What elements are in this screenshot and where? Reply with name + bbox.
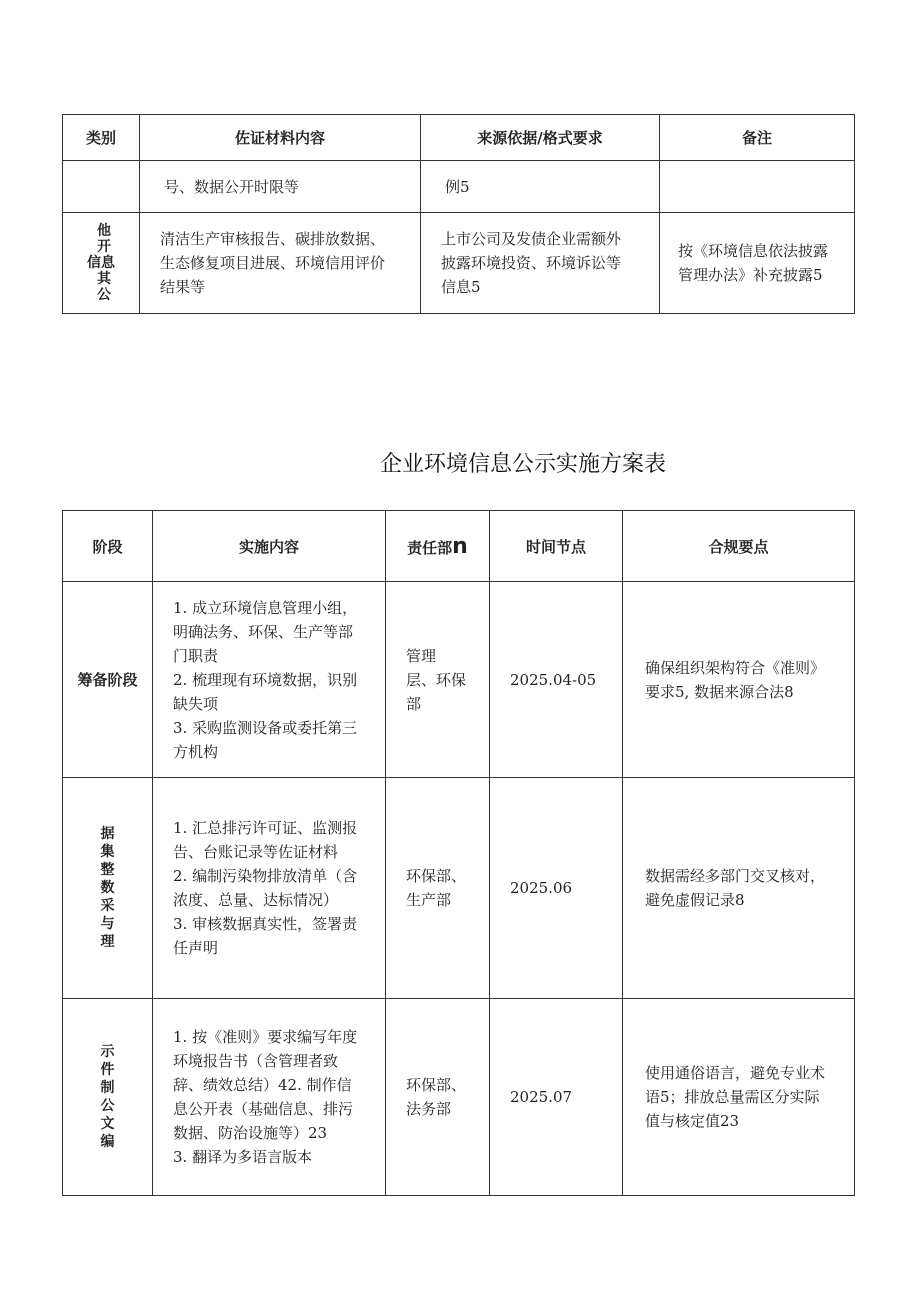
stage-cell bbox=[63, 999, 153, 1196]
category-char: 其 bbox=[97, 271, 111, 287]
header-note: 备注 bbox=[660, 115, 855, 161]
stage-char: 采 bbox=[100, 898, 115, 914]
stage-char: 公 bbox=[100, 1098, 115, 1114]
text-line: 法务部 bbox=[406, 1100, 452, 1118]
text-line: 2. 梳理现有环境数据，识别 bbox=[173, 670, 358, 689]
header-dept-suffix: n bbox=[452, 533, 468, 559]
text-line: 数据、防治设施等）23 bbox=[173, 1124, 328, 1142]
stage-char: 集 bbox=[100, 844, 115, 860]
text-line: 按《环境信息依法披露 bbox=[678, 242, 829, 260]
text-line: 任声明 bbox=[173, 939, 219, 957]
table-header-row bbox=[63, 115, 855, 161]
category-cell bbox=[63, 161, 140, 213]
header-source: 来源依据/格式要求 bbox=[421, 115, 660, 161]
text-line: 生态修复项目进展、环境信用评价 bbox=[160, 254, 386, 272]
text-line: 3. 采购监测设备或委托第三 bbox=[173, 718, 358, 737]
text-line: 上市公司及发债企业需额外 bbox=[441, 230, 622, 248]
header-dept bbox=[386, 511, 490, 582]
stage-char: 数 bbox=[100, 880, 115, 896]
text-line: 环保部、 bbox=[406, 867, 467, 885]
text-line: 信息5 bbox=[441, 278, 481, 296]
table-header-row bbox=[63, 511, 855, 582]
text-line: 确保组织架构符合《准则》 bbox=[645, 658, 826, 677]
implementation-plan-table bbox=[62, 510, 855, 1196]
evidence-table bbox=[62, 114, 855, 314]
content-cell bbox=[153, 778, 386, 999]
text-line: 环境报告书（含管理者致 bbox=[173, 1052, 339, 1070]
content-cell bbox=[153, 582, 386, 778]
text-line: 避免虚假记录8 bbox=[645, 891, 745, 909]
stage-cell: 筹备阶段 bbox=[63, 582, 153, 778]
header-compliance: 合规要点 bbox=[623, 511, 855, 582]
text-line: 使用通俗语言，避免专业术 bbox=[645, 1064, 826, 1082]
text-line: 值与核定值23 bbox=[645, 1112, 740, 1130]
text-line: 披露环境投资、环境诉讼等 bbox=[441, 254, 622, 272]
text-line: 1. 按《准则》要求编写年度 bbox=[173, 1028, 358, 1046]
text-line: 环保部、 bbox=[406, 1076, 467, 1094]
time-cell: 2025.07 bbox=[490, 999, 623, 1196]
stage-char: 与 bbox=[100, 916, 115, 932]
header-category: 类别 bbox=[63, 115, 140, 161]
compliance-cell bbox=[623, 778, 855, 999]
header-content: 佐证材料内容 bbox=[140, 115, 421, 161]
text-line: 管理 bbox=[406, 646, 437, 665]
text-line: 数据需经多部门交叉核对， bbox=[645, 867, 826, 885]
text-line: 生产部 bbox=[406, 891, 452, 909]
source-cell bbox=[421, 213, 660, 314]
text-line: 要求5, 数据来源合法8 bbox=[645, 682, 794, 701]
category-cell bbox=[63, 213, 140, 314]
text-line: 1. 成立环境信息管理小组， bbox=[173, 598, 358, 617]
stage-char: 编 bbox=[100, 1134, 115, 1150]
stage-char: 文 bbox=[100, 1116, 115, 1132]
category-char: 开 bbox=[97, 239, 111, 255]
header-dept-label: 责任部 bbox=[407, 538, 453, 557]
stage-cell bbox=[63, 778, 153, 999]
time-cell: 2025.04-05 bbox=[490, 582, 623, 778]
stage-char: 据 bbox=[100, 826, 115, 842]
text-line: 结果等 bbox=[160, 278, 206, 296]
text-line: 明确法务、环保、生产等部 bbox=[173, 622, 354, 641]
stage-char: 整 bbox=[100, 862, 115, 878]
compliance-cell bbox=[623, 582, 855, 778]
category-char: 信息 bbox=[87, 255, 115, 271]
page-title: 企业环境信息公示实施方案表 bbox=[380, 452, 667, 477]
content-cell: 号、数据公开时限等 bbox=[140, 161, 421, 213]
dept-cell bbox=[386, 778, 490, 999]
content-cell bbox=[140, 213, 421, 314]
text-line: 方机构 bbox=[173, 742, 219, 761]
source-cell: 例5 bbox=[421, 161, 660, 213]
category-char: 他 bbox=[97, 223, 111, 239]
stage-char: 理 bbox=[100, 934, 115, 950]
table-row bbox=[63, 778, 855, 999]
text-line: 部 bbox=[406, 694, 422, 713]
compliance-cell bbox=[623, 999, 855, 1196]
header-stage: 阶段 bbox=[63, 511, 153, 582]
table-row bbox=[63, 999, 855, 1196]
text-line: 3. 翻译为多语言版本 bbox=[173, 1148, 313, 1166]
stage-char: 示 bbox=[100, 1044, 115, 1060]
stage-char: 件 bbox=[100, 1062, 115, 1078]
text-line: 1. 汇总排污许可证、监测报 bbox=[173, 819, 358, 837]
text-line: 告、台账记录等佐证材料 bbox=[173, 843, 339, 861]
note-cell bbox=[660, 161, 855, 213]
text-line: 层、环保 bbox=[406, 670, 467, 689]
dept-cell bbox=[386, 582, 490, 778]
text-line: 2. 编制污染物排放清单（含 bbox=[173, 867, 358, 885]
table-row bbox=[63, 213, 855, 314]
stage-char: 制 bbox=[100, 1080, 115, 1096]
text-line: 门职责 bbox=[173, 646, 219, 665]
table-row bbox=[63, 161, 855, 213]
header-time: 时间节点 bbox=[490, 511, 623, 582]
dept-cell bbox=[386, 999, 490, 1196]
text-line: 3. 审核数据真实性，签署责 bbox=[173, 915, 358, 933]
text-line: 辞、绩效总结）42. 制作信 bbox=[173, 1076, 352, 1094]
category-char: 公 bbox=[97, 287, 111, 303]
content-cell bbox=[153, 999, 386, 1196]
time-cell: 2025.06 bbox=[490, 778, 623, 999]
text-line: 缺失项 bbox=[173, 694, 219, 713]
text-line: 息公开表（基础信息、排污 bbox=[173, 1100, 354, 1118]
text-line: 浓度、总量、达标情况） bbox=[173, 891, 339, 909]
table-row bbox=[63, 582, 855, 778]
text-line: 管理办法》补充披露5 bbox=[678, 266, 823, 284]
note-cell bbox=[660, 213, 855, 314]
header-content: 实施内容 bbox=[153, 511, 386, 582]
text-line: 语5；排放总量需区分实际 bbox=[645, 1088, 820, 1106]
text-line: 清洁生产审核报告、碳排放数据、 bbox=[160, 230, 386, 248]
